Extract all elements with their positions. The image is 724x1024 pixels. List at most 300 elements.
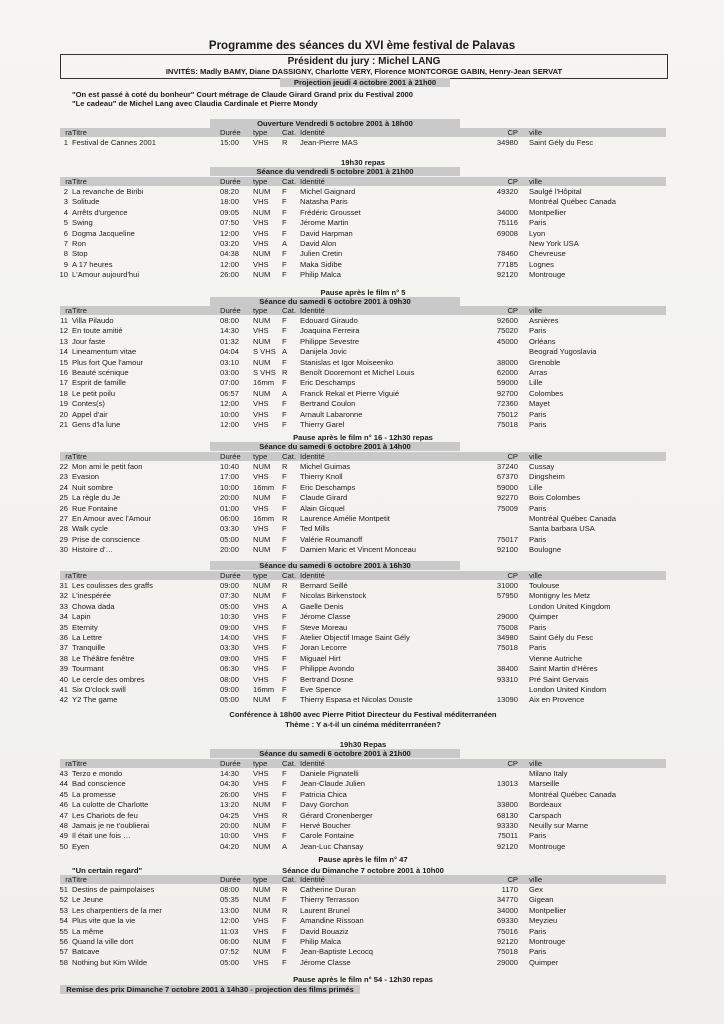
duration: 08:00 xyxy=(220,885,240,894)
row-number: 42 xyxy=(59,695,68,705)
row-number: 54 xyxy=(59,916,68,926)
film-title: Les coulisses des graffs xyxy=(72,581,153,590)
duration: 04:25 xyxy=(220,810,240,820)
city: Bordeaux xyxy=(529,800,562,810)
film-title: Walk cycle xyxy=(72,524,109,534)
duration: 04:20 xyxy=(220,841,240,851)
table-row xyxy=(60,958,666,967)
table-row xyxy=(60,654,666,663)
postal-code: 69330 xyxy=(496,916,518,926)
city: Grenoble xyxy=(529,357,561,367)
city: Paris xyxy=(529,534,547,544)
table-row xyxy=(60,504,666,513)
city: Montréal Québec Canada xyxy=(529,197,616,207)
category: F xyxy=(282,420,287,429)
media-type: VHS xyxy=(253,674,269,684)
film-title: Nothing but Kim Wilde xyxy=(72,957,148,967)
media-type: NUM xyxy=(253,187,271,196)
film-title: Beauté scénique xyxy=(72,368,129,377)
category: F xyxy=(282,409,287,419)
header-ra: ra xyxy=(65,452,72,461)
header-cp: CP xyxy=(507,759,518,768)
table-row xyxy=(60,643,666,652)
director: Jérome Classe xyxy=(300,957,351,967)
section-note: Pause après le film n° 16 - 12h30 repas xyxy=(293,433,433,442)
row-number: 14 xyxy=(59,347,68,357)
director: Philip Malca xyxy=(300,270,341,280)
film-title: Le Jeune xyxy=(72,895,104,905)
session-band: Séance du samedi 6 octobre 2001 à 16h30 xyxy=(210,561,460,570)
media-type: VHS xyxy=(253,259,269,269)
postal-code: 38400 xyxy=(496,664,518,674)
postal-code: 67370 xyxy=(496,472,518,482)
media-type: NUM xyxy=(253,937,271,946)
category: F xyxy=(282,228,287,238)
media-type: VHS xyxy=(253,810,269,820)
media-type: VHS xyxy=(253,633,269,642)
category: F xyxy=(282,947,287,957)
postal-code: 29000 xyxy=(496,957,518,967)
category: F xyxy=(282,357,287,367)
header-ville: ville xyxy=(529,875,543,884)
header-identite: Identité xyxy=(300,571,325,580)
city: Lille xyxy=(529,378,543,388)
film-title: Tourmant xyxy=(72,664,104,674)
table-row xyxy=(60,545,666,554)
duration: 12:00 xyxy=(220,420,240,429)
category: F xyxy=(282,789,287,799)
header-cp: CP xyxy=(507,875,518,884)
table-row xyxy=(60,916,666,925)
postal-code: 75018 xyxy=(496,420,518,429)
header-cat: Cat. xyxy=(282,177,296,186)
duration: 20:00 xyxy=(220,545,240,555)
city: Saint Martin d'Hères xyxy=(529,664,598,674)
film-title: Mon ami le petit faon xyxy=(72,462,143,471)
city: Montréal Québec Canada xyxy=(529,514,616,523)
table-row xyxy=(60,316,666,325)
media-type: NUM xyxy=(253,885,271,894)
media-type: VHS xyxy=(253,643,269,653)
duration: 14:30 xyxy=(220,769,240,778)
table-header xyxy=(60,452,666,461)
category: F xyxy=(282,612,287,622)
city: Montrouge xyxy=(529,937,566,946)
header-titre: Titre xyxy=(72,452,87,461)
header-identite: Identité xyxy=(300,759,325,768)
duration: 13:20 xyxy=(220,800,240,810)
category: F xyxy=(282,249,287,259)
category: R xyxy=(282,905,288,915)
city: Marseille xyxy=(529,779,560,789)
category: F xyxy=(282,207,287,217)
table-row xyxy=(60,337,666,346)
postal-code: 75011 xyxy=(497,831,518,841)
duration: 20:00 xyxy=(220,493,240,503)
city: New York USA xyxy=(529,239,579,248)
category: F xyxy=(282,336,287,346)
duration: 07:30 xyxy=(220,591,240,601)
section-note: Thème : Y a-t-il un cinéma méditerrranéen? xyxy=(285,720,441,729)
table-row xyxy=(60,462,666,471)
film-title: Gens d'la lune xyxy=(72,420,121,429)
film-title: Le cercle des ombres xyxy=(72,674,145,684)
media-type: NUM xyxy=(253,462,271,471)
row-number: 2 xyxy=(63,187,68,196)
film-title: Plus vite que la vie xyxy=(72,916,136,926)
row-number: 3 xyxy=(63,197,68,207)
table-row xyxy=(60,514,666,523)
director: Damien Maric et Vincent Monceau xyxy=(300,545,416,555)
category: F xyxy=(282,622,287,632)
footer-band: Remise des prix Dimanche 7 octobre 2001 à 14h30 - projection des films primés xyxy=(60,985,360,994)
director: Stanislas et Igor Moiseenko xyxy=(300,357,394,367)
section-note: Pause après le film n° 5 xyxy=(320,288,406,297)
table-row xyxy=(60,378,666,387)
duration: 26:00 xyxy=(220,789,240,799)
table-row xyxy=(60,821,666,830)
row-number: 21 xyxy=(59,420,68,429)
header-ville: ville xyxy=(529,759,543,768)
duration: 09:00 xyxy=(220,685,240,694)
session-band: Séance du samedi 6 octobre 2001 à 14h00 xyxy=(210,442,460,451)
postal-code: 75008 xyxy=(496,622,518,632)
category: R xyxy=(282,810,288,820)
postal-code: 13013 xyxy=(496,779,518,789)
film-title: La culotte de Charlotte xyxy=(72,800,149,810)
director: Jean-Claude Julien xyxy=(300,779,366,789)
city: Quimper xyxy=(529,957,559,967)
director: Gaelle Denis xyxy=(300,601,344,611)
film-title: Y2 The game xyxy=(72,695,118,705)
duration: 11:03 xyxy=(220,926,239,936)
city: Paris xyxy=(529,503,547,513)
director: Thierry Garel xyxy=(300,420,345,429)
table-row xyxy=(60,472,666,481)
table-row xyxy=(60,769,666,778)
director: Franck Rekaï et Pierre Viguié xyxy=(300,388,400,398)
category: F xyxy=(282,821,287,830)
table-row xyxy=(60,591,666,600)
header-cat: Cat. xyxy=(282,306,296,315)
media-type: VHS xyxy=(253,789,269,799)
table-row xyxy=(60,842,666,851)
media-type: NUM xyxy=(253,841,271,851)
row-number: 29 xyxy=(59,534,68,544)
film-title: Quand la ville dort xyxy=(72,937,134,946)
category: F xyxy=(282,503,287,513)
category: F xyxy=(282,653,287,663)
city: Montrouge xyxy=(529,270,566,280)
table-header xyxy=(60,306,666,315)
duration: 18:00 xyxy=(220,197,240,207)
postal-code: 37240 xyxy=(496,462,518,471)
city: Vienne Autriche xyxy=(529,653,583,663)
row-number: 9 xyxy=(63,259,68,269)
film-title: Lapin xyxy=(72,612,91,622)
director: Danijela Jovic xyxy=(300,347,347,357)
duration: 04:30 xyxy=(220,779,240,789)
director: Gérard Cronenberger xyxy=(300,810,373,820)
row-number: 1 xyxy=(63,138,68,147)
table-row xyxy=(60,347,666,356)
category: F xyxy=(282,187,287,196)
postal-code: 92120 xyxy=(496,841,518,851)
postal-code: 92100 xyxy=(496,545,518,555)
city: Cussay xyxy=(529,462,555,471)
media-type: VHS xyxy=(253,218,269,228)
postal-code: 92120 xyxy=(496,270,518,280)
duration: 06:30 xyxy=(220,664,240,674)
city: Carspach xyxy=(529,810,562,820)
table-row xyxy=(60,326,666,335)
media-type: NUM xyxy=(253,821,271,830)
row-number: 45 xyxy=(59,789,68,799)
category: F xyxy=(282,326,287,336)
media-type: NUM xyxy=(253,895,271,905)
media-type: VHS xyxy=(253,197,269,207)
film-title: Eternity xyxy=(72,622,98,632)
row-number: 12 xyxy=(59,326,68,336)
postal-code: 62000 xyxy=(496,368,518,377)
postal-code: 34980 xyxy=(496,633,518,642)
media-type: NUM xyxy=(253,207,271,217)
director: Thierry Espasa et Nicolas Douste xyxy=(300,695,413,705)
film-title: Eyen xyxy=(72,841,90,851)
postal-code: 38000 xyxy=(496,357,518,367)
postal-code: 29000 xyxy=(496,612,518,622)
header-titre: Titre xyxy=(72,177,87,186)
film-title: Villa Pilaudo xyxy=(72,316,114,325)
postal-code: 78460 xyxy=(496,249,518,259)
table-row xyxy=(60,535,666,544)
postal-code: 68130 xyxy=(496,810,518,820)
header-ville: ville xyxy=(529,177,543,186)
media-type: NUM xyxy=(253,905,271,915)
postal-code: 75018 xyxy=(496,947,518,957)
row-number: 28 xyxy=(59,524,68,534)
table-row xyxy=(60,664,666,673)
section-quote: "Un certain regard" xyxy=(72,866,143,875)
director: Natasha Paris xyxy=(300,197,348,207)
section-note: Pause après le film n° 47 xyxy=(318,855,408,864)
city: Santa barbara USA xyxy=(529,524,595,534)
header-identite: Identité xyxy=(300,128,325,137)
table-row xyxy=(60,239,666,248)
row-number: 4 xyxy=(63,207,68,217)
director: Bernard Seillé xyxy=(300,581,348,590)
row-number: 55 xyxy=(59,926,68,936)
film-title: Il était une fois … xyxy=(72,831,131,841)
media-type: VHS xyxy=(253,472,269,482)
media-type: VHS xyxy=(253,399,269,409)
city: Aix en Provence xyxy=(529,695,585,705)
header-type: type xyxy=(253,177,268,186)
table-row xyxy=(60,260,666,269)
table-row xyxy=(60,885,666,894)
table-row xyxy=(60,779,666,788)
header-ville: ville xyxy=(529,571,543,580)
postal-code: 57950 xyxy=(496,591,518,601)
director: Joaquina Ferreira xyxy=(300,326,360,336)
director: Frédéric Grousset xyxy=(300,207,361,217)
header-identite: Identité xyxy=(300,306,325,315)
page-title: Programme des séances du XVI ème festival de Palavas xyxy=(208,40,516,52)
postal-code: 93330 xyxy=(496,821,518,830)
postal-code: 33800 xyxy=(496,800,518,810)
director: Miguael Hirt xyxy=(300,653,341,663)
row-number: 58 xyxy=(59,957,68,967)
director: Amandine Rissoan xyxy=(300,916,364,926)
duration: 04:38 xyxy=(220,249,240,259)
postal-code: 72360 xyxy=(496,399,518,409)
media-type: VHS xyxy=(253,503,269,513)
media-type: 16mm xyxy=(253,685,275,694)
category: A xyxy=(282,841,288,851)
row-number: 26 xyxy=(59,503,68,513)
duration: 05:00 xyxy=(220,957,240,967)
director: Carole Fontaine xyxy=(300,831,355,841)
film-title: Terzo e mondo xyxy=(72,769,123,778)
header-ville: ville xyxy=(529,306,543,315)
footer-pause: Pause après le film n° 54 - 12h30 repas xyxy=(293,975,433,984)
category: F xyxy=(282,259,287,269)
header-ra: ra xyxy=(65,177,72,186)
table-row xyxy=(60,138,666,147)
opening-line-2: "Le cadeau" de Michel Lang avec Claudia Cardinale et Pierre Mondy xyxy=(72,99,318,108)
media-type: NUM xyxy=(253,270,271,280)
director: Michel Gaignard xyxy=(300,187,356,196)
category: F xyxy=(282,685,287,694)
category: F xyxy=(282,524,287,534)
row-number: 10 xyxy=(59,270,68,280)
duration: 12:00 xyxy=(220,399,240,409)
postal-code: 75012 xyxy=(496,409,518,419)
director: Eric Deschamps xyxy=(300,378,356,388)
table-row xyxy=(60,581,666,590)
table-row xyxy=(60,483,666,492)
city: Pré Saint Gervais xyxy=(529,674,589,684)
city: Paris xyxy=(529,218,547,228)
media-type: VHS xyxy=(253,769,269,778)
city: Orléans xyxy=(529,336,556,346)
row-number: 5 xyxy=(63,218,68,228)
city: Gigean xyxy=(529,895,554,905)
film-title: Swing xyxy=(72,218,93,228)
category: R xyxy=(282,462,288,471)
row-number: 31 xyxy=(59,581,68,590)
postal-code: 59000 xyxy=(496,482,518,492)
table-row xyxy=(60,937,666,946)
table-header xyxy=(60,128,666,137)
postal-code: 75016 xyxy=(496,926,518,936)
row-number: 27 xyxy=(59,514,68,523)
table-row xyxy=(60,399,666,408)
city: Colombes xyxy=(529,388,564,398)
city: Toulouse xyxy=(529,581,560,590)
header-ville: ville xyxy=(529,128,543,137)
postal-code: 92120 xyxy=(496,937,518,946)
header-titre: Titre xyxy=(72,128,87,137)
media-type: NUM xyxy=(253,357,271,367)
film-title: Lineamentum vitae xyxy=(72,347,137,357)
row-number: 19 xyxy=(59,399,68,409)
city: Chevreuse xyxy=(529,249,566,259)
row-number: 43 xyxy=(59,769,68,778)
category: F xyxy=(282,643,287,653)
header-cp: CP xyxy=(507,571,518,580)
city: Saint Gély du Fesc xyxy=(529,138,594,147)
row-number: 51 xyxy=(59,885,68,894)
section-note: Conférence à 18h00 avec Pierre Pitiot Directeur du Festival méditerranéen xyxy=(229,710,497,719)
city: Neuilly sur Marne xyxy=(529,821,589,830)
opening-band: Projection jeudi 4 octobre 2001 à 21h00 xyxy=(280,78,450,87)
film-title: Stop xyxy=(72,249,88,259)
row-number: 8 xyxy=(63,249,68,259)
category: F xyxy=(282,674,287,684)
city: Paris xyxy=(529,831,547,841)
table-row xyxy=(60,927,666,936)
row-number: 46 xyxy=(59,800,68,810)
table-row xyxy=(60,208,666,217)
row-number: 50 xyxy=(59,841,68,851)
duration: 08:20 xyxy=(220,187,240,196)
director: David Harpman xyxy=(300,228,353,238)
director: Jean-Pierre MAS xyxy=(300,138,358,147)
film-title: Nuit sombre xyxy=(72,482,113,492)
film-title: Evasion xyxy=(72,472,100,482)
header-type: type xyxy=(253,571,268,580)
film-title: Appel d'air xyxy=(72,409,108,419)
table-row xyxy=(60,493,666,502)
postal-code: 49320 xyxy=(496,187,518,196)
media-type: VHS xyxy=(253,612,269,622)
city: Quimper xyxy=(529,612,559,622)
media-type: 16mm xyxy=(253,378,275,388)
table-row xyxy=(60,602,666,611)
film-title: Solitude xyxy=(72,197,100,207)
header-cp: CP xyxy=(507,177,518,186)
media-type: VHS xyxy=(253,957,269,967)
film-title: La Lettre xyxy=(72,633,102,642)
director: Philippe Avondo xyxy=(300,664,355,674)
row-number: 25 xyxy=(59,493,68,503)
duration: 08:00 xyxy=(220,674,240,684)
row-number: 13 xyxy=(59,336,68,346)
session-band: Séance du samedi 6 octobre 2001 à 09h30 xyxy=(210,297,460,306)
media-type: VHS xyxy=(253,601,269,611)
media-type: S VHS xyxy=(253,347,276,357)
media-type: VHS xyxy=(253,326,269,336)
duration: 09:00 xyxy=(220,622,240,632)
postal-code: 59000 xyxy=(496,378,518,388)
header-ra: ra xyxy=(65,306,72,315)
category: F xyxy=(282,957,287,967)
table-row xyxy=(60,358,666,367)
director: Claude Girard xyxy=(300,493,348,503)
film-title: Rue Fontaine xyxy=(72,503,118,513)
city: Milano Italy xyxy=(529,769,568,778)
duration: 07:52 xyxy=(220,947,240,957)
table-row xyxy=(60,270,666,279)
category: R xyxy=(282,138,288,147)
header-ra: ra xyxy=(65,571,72,580)
row-number: 30 xyxy=(59,545,68,555)
duration: 07:50 xyxy=(220,218,240,228)
category: F xyxy=(282,534,287,544)
row-number: 32 xyxy=(59,591,68,601)
director: Ted Mills xyxy=(300,524,330,534)
